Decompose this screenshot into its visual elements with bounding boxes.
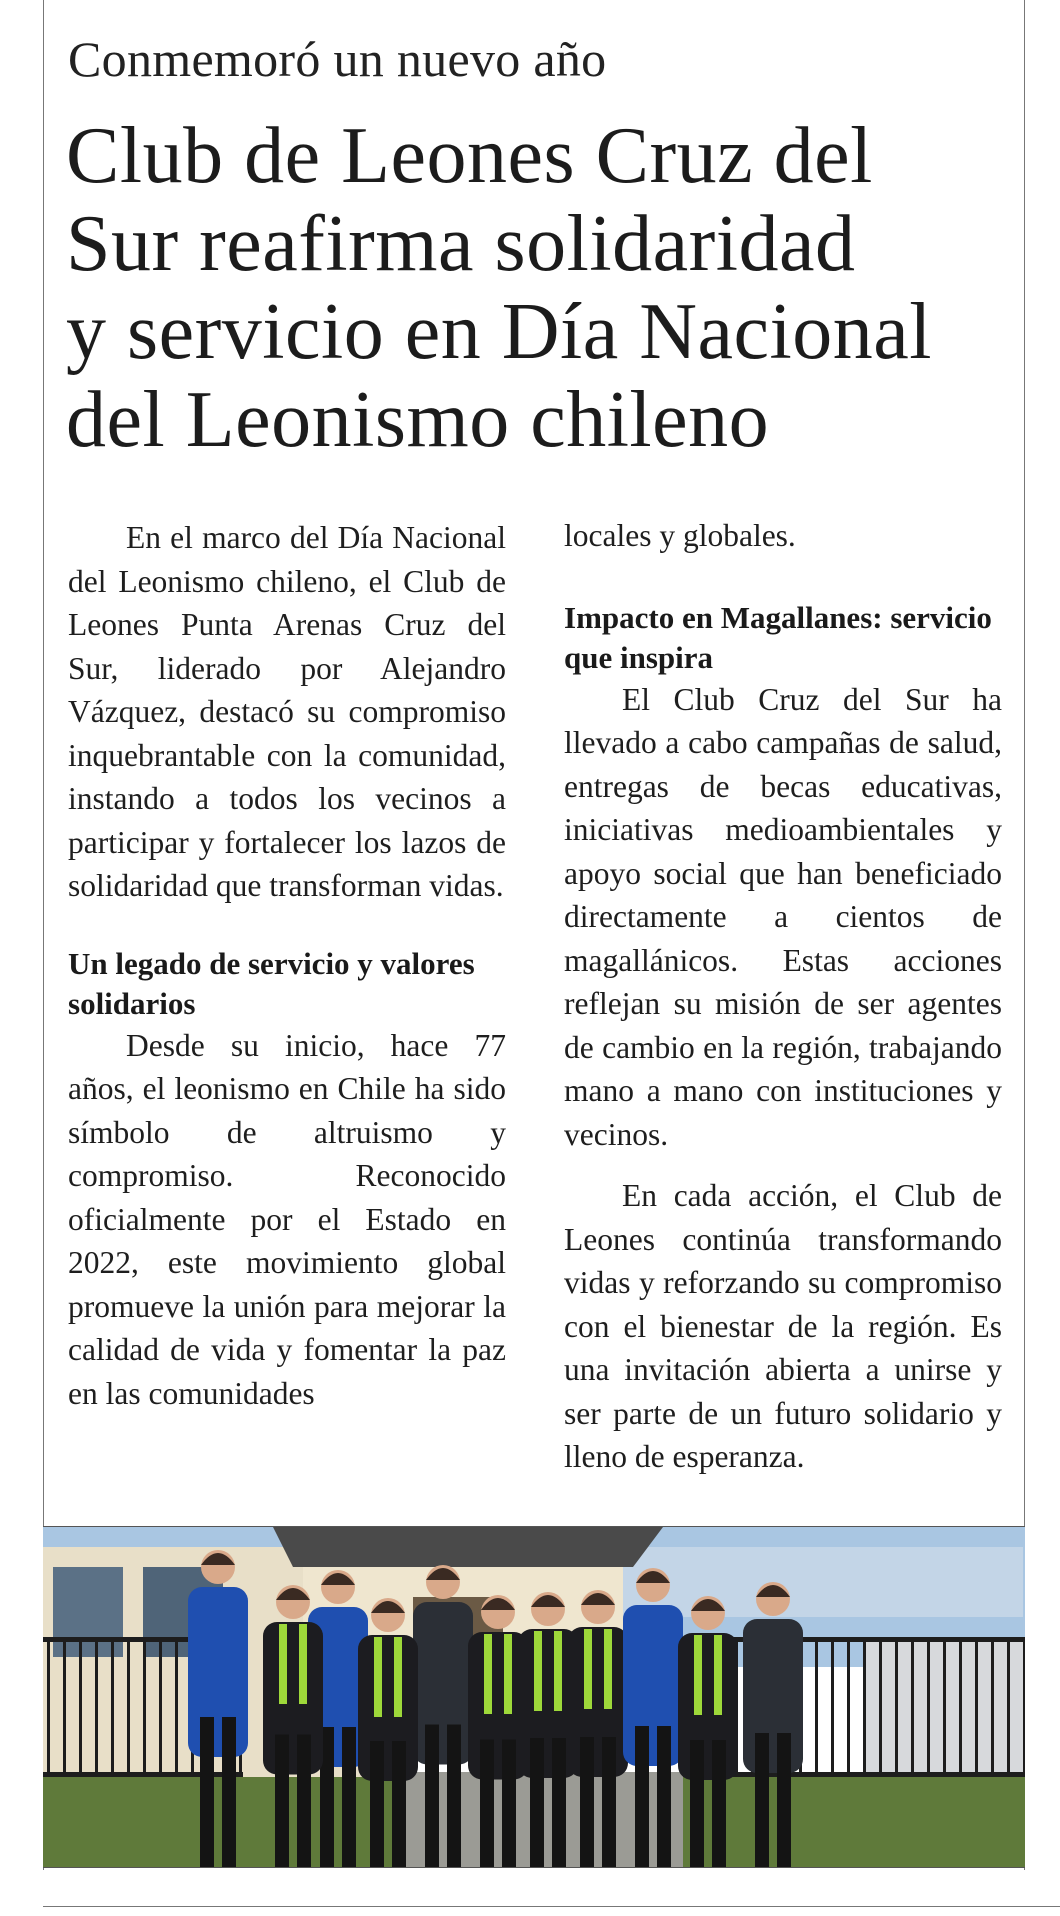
continuation-paragraph: locales y globales. xyxy=(564,518,796,553)
fence-bar xyxy=(911,1637,914,1777)
person-scarf xyxy=(534,1631,542,1711)
person-leg xyxy=(222,1717,236,1867)
fence-bar xyxy=(831,1637,834,1777)
person-leg xyxy=(502,1740,516,1868)
article-column-left xyxy=(68,516,506,1415)
fence-bar xyxy=(47,1637,50,1777)
person-leg xyxy=(392,1741,406,1867)
person-scarf xyxy=(714,1635,722,1715)
person-scarf xyxy=(484,1634,492,1714)
person-scarf xyxy=(394,1637,402,1717)
fence-bar xyxy=(975,1637,978,1777)
fence-bar xyxy=(1007,1637,1010,1777)
person-leg xyxy=(447,1725,461,1868)
fence-bar xyxy=(943,1637,946,1777)
person-coat xyxy=(413,1602,473,1765)
person-leg xyxy=(635,1726,649,1867)
person-scarf xyxy=(279,1624,287,1704)
person-scarf xyxy=(604,1629,612,1709)
person-leg xyxy=(755,1733,769,1867)
fence-bar xyxy=(143,1637,146,1777)
fence-bar xyxy=(815,1637,818,1777)
fence-bar xyxy=(127,1637,130,1777)
fence-bar xyxy=(175,1637,178,1777)
headline-line-1: Club de Leones Cruz del xyxy=(66,112,873,200)
person-leg xyxy=(777,1733,791,1867)
headline-line-3: y servicio en Día Nacional xyxy=(66,288,933,376)
section-heading-legacy: Un legado de servicio y valores solidarios xyxy=(68,945,475,1021)
person-coat xyxy=(568,1627,628,1777)
person-leg xyxy=(342,1727,356,1867)
person-leg xyxy=(602,1737,616,1867)
person-leg xyxy=(200,1717,214,1867)
person-leg xyxy=(690,1740,704,1867)
person-coat xyxy=(623,1605,683,1766)
impact-paragraph: El Club Cruz del Sur ha llevado a cabo campañas de salud, entregas de becas educativas, iniciativas medioambientales y apoyo social que han beneficiado directamente a cientos de magallánicos. Estas acciones reflejan su misión de ser agentes de cambio en la región, trabajando mano a mano con instituciones y vecinos. xyxy=(564,681,1002,1152)
page-bottom-rule xyxy=(43,1906,1060,1907)
person-scarf xyxy=(504,1634,512,1714)
closing-paragraph: En cada acción, el Club de Leones continúa transformando vidas y reforzando su compromiso con el bienestar de la región. Es una invitación abierta a unirse y ser parte de un futuro solidario y lleno de esperanza. xyxy=(564,1178,1002,1474)
person-coat xyxy=(743,1619,803,1773)
person-leg xyxy=(657,1726,671,1867)
person-scarf xyxy=(584,1629,592,1709)
section-heading-impact: Impacto en Magallanes: servicio que inspira xyxy=(564,599,992,675)
person-leg xyxy=(580,1737,594,1867)
person-leg xyxy=(425,1725,439,1868)
fence-bar xyxy=(879,1637,882,1777)
person-scarf xyxy=(554,1631,562,1711)
person-leg xyxy=(275,1735,289,1868)
fence-bar xyxy=(895,1637,898,1777)
headline-line-2: Sur reafirma solidaridad xyxy=(66,200,856,288)
fence-bar xyxy=(111,1637,114,1777)
person-leg xyxy=(480,1740,494,1868)
person-leg xyxy=(712,1740,726,1867)
person-leg xyxy=(552,1738,566,1867)
article-headline xyxy=(66,112,966,464)
fence-bar xyxy=(991,1637,994,1777)
person-leg xyxy=(297,1735,311,1868)
fence-bar xyxy=(79,1637,82,1777)
person-leg xyxy=(530,1738,544,1867)
photo-roof xyxy=(273,1527,663,1567)
person-scarf xyxy=(299,1624,307,1704)
person-coat xyxy=(678,1633,738,1780)
fence-bar xyxy=(1023,1637,1025,1777)
fence-bar xyxy=(63,1637,66,1777)
person-coat xyxy=(263,1622,323,1775)
article-column-right xyxy=(564,514,1002,1479)
person-coat xyxy=(188,1587,248,1757)
legacy-paragraph: Desde su inicio, hace 77 años, el leonismo en Chile ha sido símbolo de altruismo y compromiso. Reconocido oficialmente por el Estado en 2022, este movimiento global promueve la unión para mejorar la calidad de vida y fomentar la paz en las comunidades xyxy=(68,1027,506,1411)
person-coat xyxy=(358,1635,418,1781)
fence-bar xyxy=(959,1637,962,1777)
group-photo xyxy=(43,1526,1025,1868)
person-leg xyxy=(370,1741,384,1867)
group-photo-illustration xyxy=(43,1527,1025,1867)
article-kicker: Conmemoró un nuevo año xyxy=(68,31,607,87)
headline-line-4: del Leonismo chileno xyxy=(66,376,770,464)
person-scarf xyxy=(374,1637,382,1717)
fence-bar xyxy=(159,1637,162,1777)
fence-bar xyxy=(863,1637,866,1777)
fence-bar xyxy=(95,1637,98,1777)
fence-bar xyxy=(847,1637,850,1777)
fence-bar xyxy=(927,1637,930,1777)
intro-paragraph: En el marco del Día Nacional del Leonismo chileno, el Club de Leones Punta Arenas Cruz del Sur, liderado por Alejandro Vázquez, destacó su compromiso inquebrantable con la comunidad, instando a todos los vecinos a participar y fortalecer los lazos de solidaridad que transforman vidas. xyxy=(68,520,506,903)
person-scarf xyxy=(694,1635,702,1715)
